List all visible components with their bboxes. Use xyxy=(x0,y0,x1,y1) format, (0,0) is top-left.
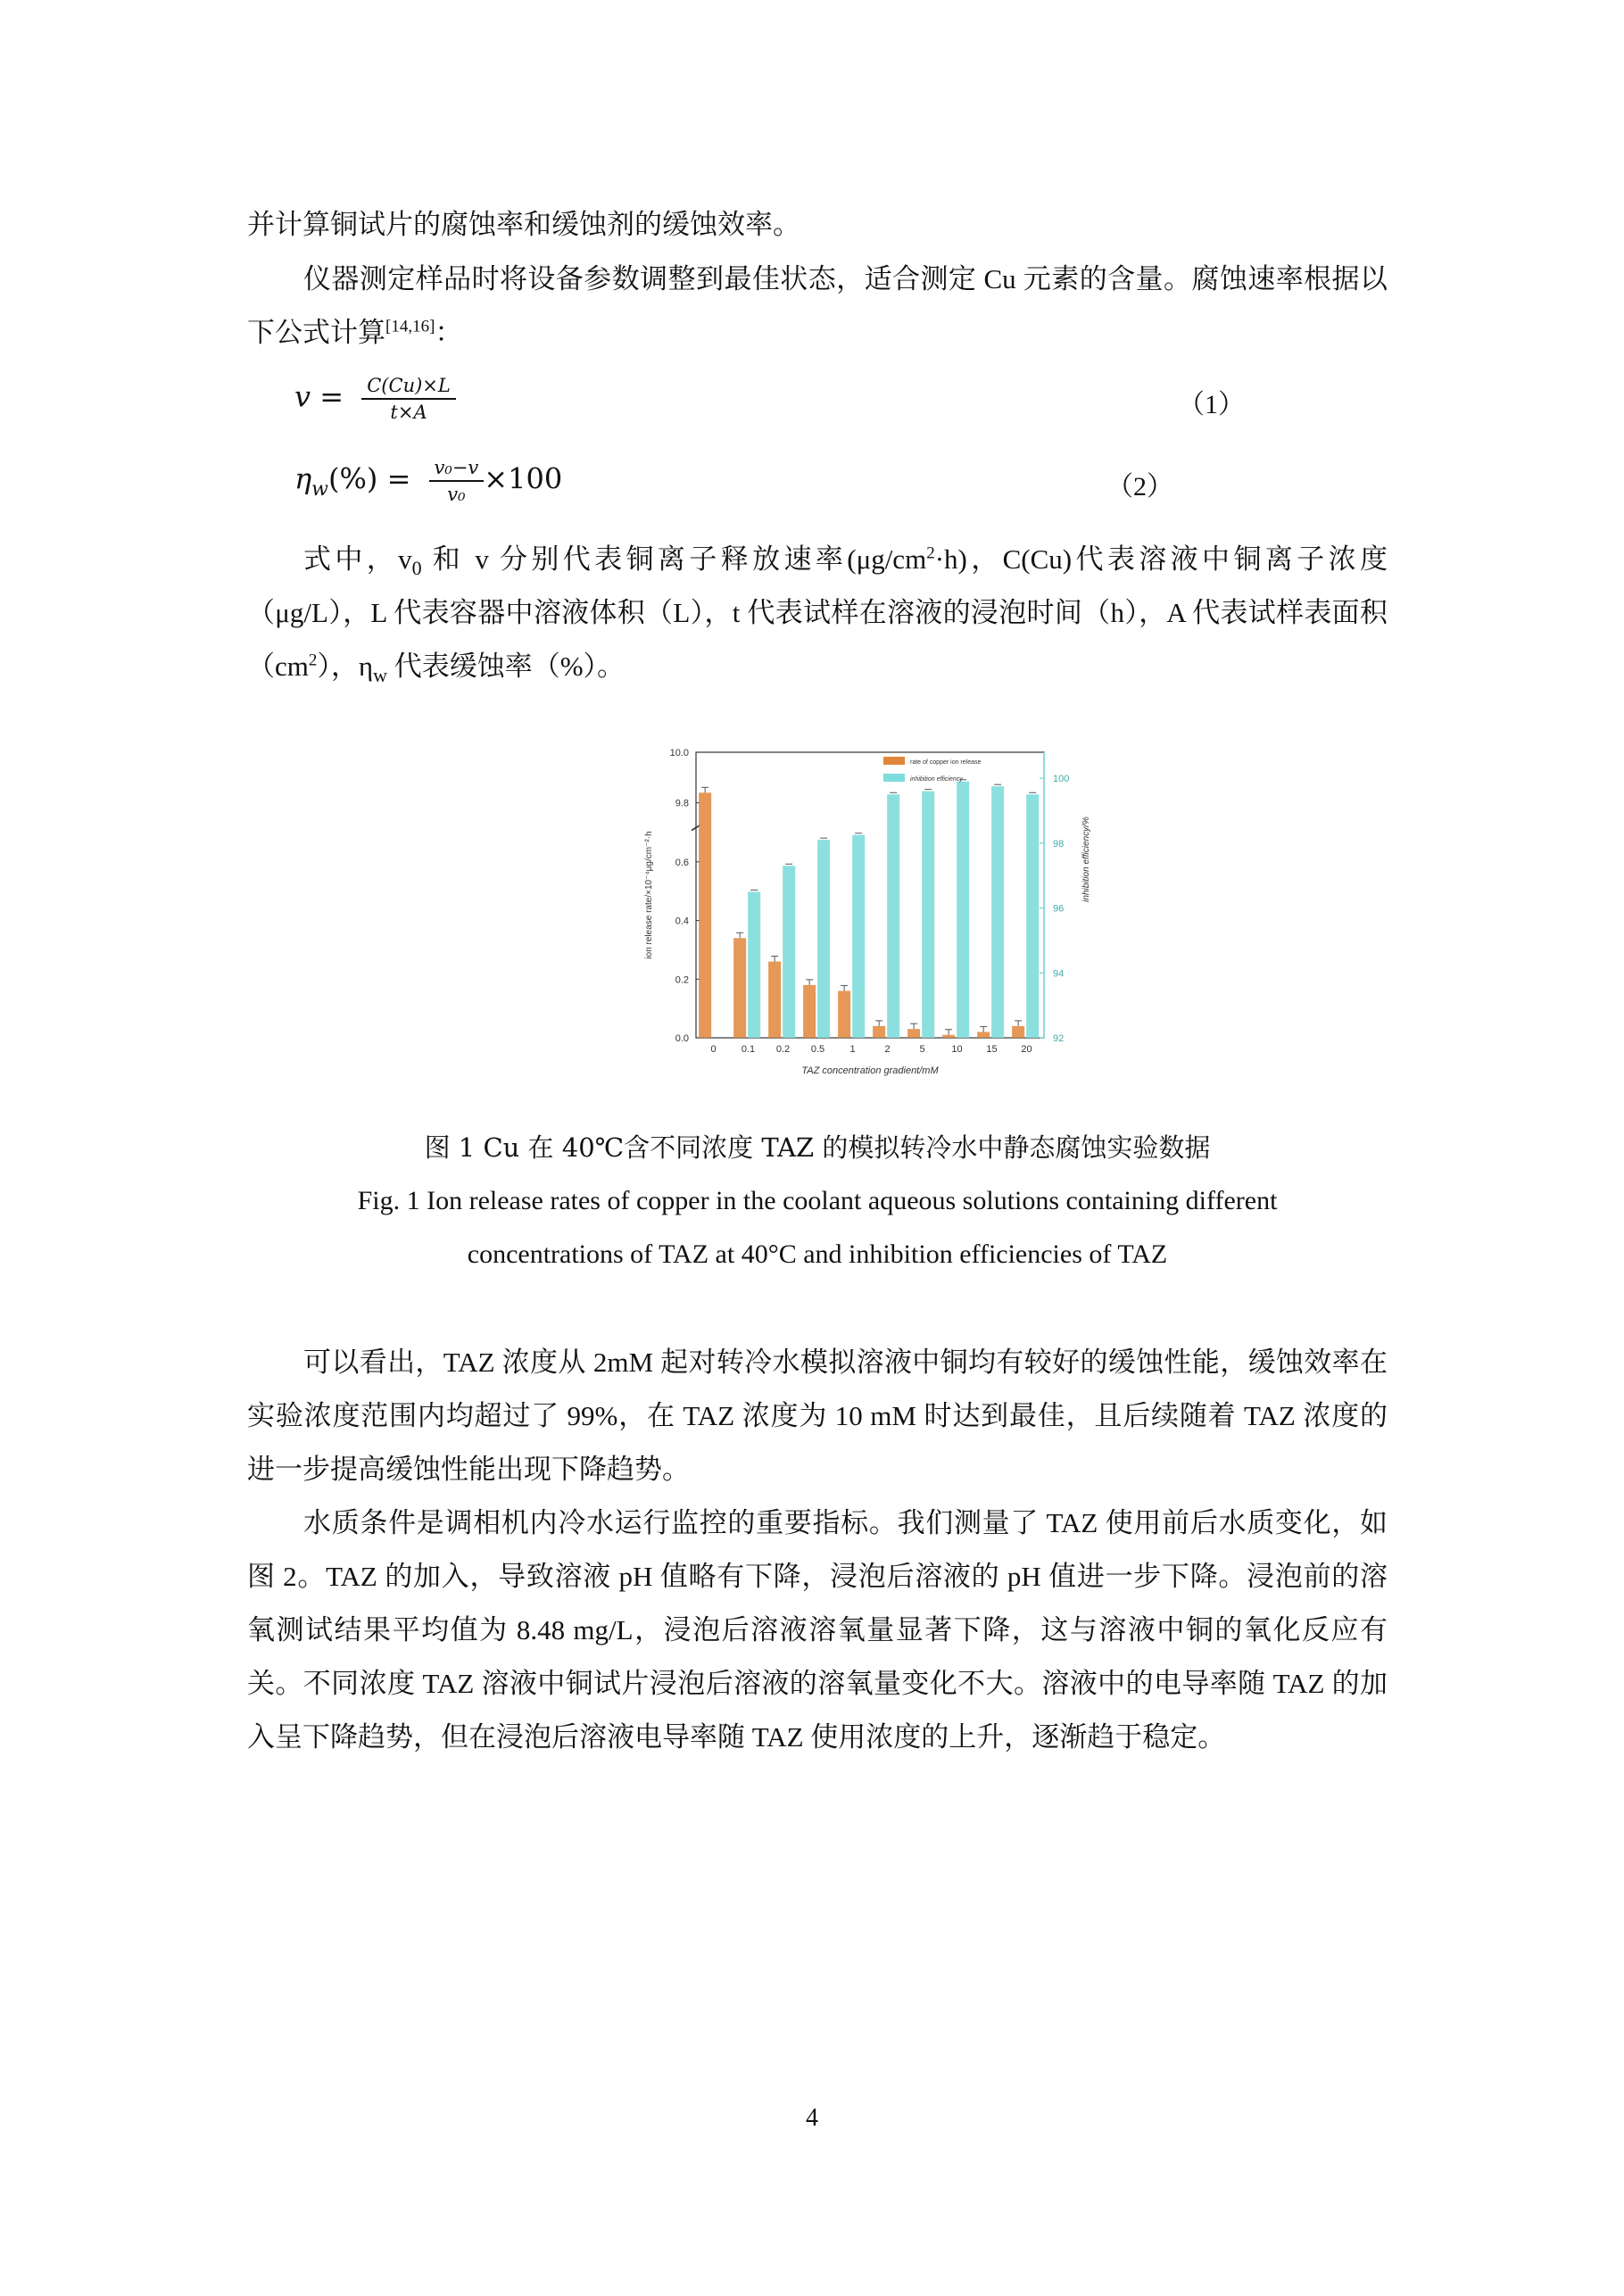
legend-label-ion-release: rate of copper ion release xyxy=(910,759,982,766)
paragraph-formula-intro: 仪器测定样品时将设备参数调整到最佳状态，适合测定 Cu 元素的含量。腐蚀速率根据以下公式计算[14,16]： xyxy=(247,263,1388,348)
bar-inhibition-efficiency xyxy=(922,792,934,1038)
bar-inhibition-efficiency xyxy=(1026,794,1039,1038)
x-tick-label: 10 xyxy=(951,1044,963,1055)
bar-inhibition-efficiency xyxy=(817,840,830,1038)
x-tick-label: 0.1 xyxy=(741,1044,756,1055)
x-tick-label: 2 xyxy=(884,1044,891,1055)
page-number: 4 xyxy=(806,2104,818,2132)
left-axis-tick-label: 0.4 xyxy=(675,916,689,927)
legend-swatch-ion-release xyxy=(883,757,905,765)
figure-1-chart xyxy=(625,743,1106,1082)
figure-caption-en-line1: Fig. 1 Ion release rates of copper in the coolant aqueous solutions containing different xyxy=(357,1186,1278,1215)
x-tick-label: 1 xyxy=(849,1044,856,1055)
equation-1-number: （1） xyxy=(1178,390,1245,419)
equation-2-number: （2） xyxy=(1106,472,1173,501)
equation-2: $\eta_w(\%)$ = $\frac{\text{v₀−v}}{\text{v₀}}$ ×100 xyxy=(294,457,563,505)
citation: [14,16] xyxy=(385,317,435,336)
left-axis-tick-label: 10.0 xyxy=(669,748,689,758)
x-tick-label: 5 xyxy=(919,1044,925,1055)
figure-caption-en-line2: concentrations of TAZ at 40°C and inhibition efficiencies of TAZ xyxy=(467,1239,1168,1269)
figure-caption-cn: 图 1 Cu 在 40℃含不同浓度 TAZ 的模拟转冷水中静态腐蚀实验数据 xyxy=(424,1132,1211,1163)
left-axis-tick-label: 0.6 xyxy=(675,857,689,868)
bar-ion-release xyxy=(803,985,816,1038)
right-axis-tick-label: 92 xyxy=(1053,1033,1065,1044)
paragraph-definitions: 式中，$v_0$ 和 v 分别代表铜离子释放速率$(\mu g/cm^2\cdot h)$，C(Cu)代表溶液中铜离子浓度（μg/L），L 代表容器中溶液体积（L），t 代表试样在溶液的浸泡时间（h），A 代表试样表面积$(cm^2)$，$\eta_w$ 代表缓蚀率（%）。 xyxy=(247,543,1388,687)
x-tick-label: 20 xyxy=(1021,1044,1032,1055)
x-tick-label: 15 xyxy=(986,1044,998,1055)
bar-inhibition-efficiency xyxy=(991,786,1004,1038)
bar-ion-release xyxy=(768,962,781,1038)
bar-ion-release xyxy=(838,991,850,1038)
bar-inhibition-efficiency xyxy=(783,866,795,1038)
bar-ion-release xyxy=(699,792,711,1038)
left-axis-title: ion release rate/×10⁻⁴μg/cm⁻²·h xyxy=(644,831,654,959)
bar-ion-release xyxy=(907,1029,920,1038)
left-axis-tick-label: 0.2 xyxy=(675,974,689,986)
x-axis-title: TAZ concentration gradient/mM xyxy=(801,1065,939,1076)
equation-1: v = $\frac{C(Cu)\times L}{t\times A}$ xyxy=(294,373,456,425)
bar-ion-release xyxy=(942,1035,955,1038)
bar-ion-release xyxy=(1012,1026,1024,1038)
legend-swatch-inhibition xyxy=(883,774,905,782)
x-tick-label: 0 xyxy=(710,1044,717,1055)
right-axis-tick-label: 96 xyxy=(1053,903,1065,915)
x-tick-label: 0.2 xyxy=(775,1044,791,1055)
right-axis-title: inhibition efficiency/% xyxy=(1081,816,1091,902)
right-axis-tick-label: 98 xyxy=(1053,838,1065,850)
bar-ion-release xyxy=(873,1026,885,1038)
paragraph-continued: 并计算铜试片的腐蚀率和缓蚀剂的缓蚀效率。 xyxy=(247,209,800,240)
x-tick-label: 0.5 xyxy=(810,1044,825,1055)
bar-ion-release xyxy=(733,938,746,1038)
paragraph-results: 可以看出，TAZ 浓度从 2mM 起对转冷水模拟溶液中铜均有较好的缓蚀性能，缓蚀效率在实验浓度范围内均超过了 99%，在 TAZ 浓度为 10 mM 时达到最佳，且后续随着 TAZ 浓度的进一步提高缓蚀性能出现下降趋势。 xyxy=(247,1347,1388,1485)
legend-label-inhibition: inhibition efficiency xyxy=(910,776,963,783)
left-axis-tick-label: 9.8 xyxy=(675,798,689,809)
bar-inhibition-efficiency xyxy=(887,794,899,1038)
bar-inhibition-efficiency xyxy=(748,891,760,1038)
left-axis-tick-label: 0.0 xyxy=(675,1033,689,1044)
paragraph-water-quality: 水质条件是调相机内冷水运行监控的重要指标。我们测量了 TAZ 使用前后水质变化，如图 2。TAZ 的加入，导致溶液 pH 值略有下降，浸泡后溶液的 pH 值进一步下降。浸泡前的溶氧测试结果平均值为 8.48 mg/L，浸泡后溶液溶氧量显著下降，这与溶液中铜的氧化反应有关。不同浓度 TAZ 溶液中铜试片浸泡后溶液的溶氧量变化不大。溶液中的电导率随 TAZ 的加入呈下降趋势，但在浸泡后溶液电导率随 TAZ 使用浓度的上升，逐渐趋于稳定。 xyxy=(247,1507,1388,1753)
right-axis-tick-label: 94 xyxy=(1053,968,1065,980)
bar-ion-release xyxy=(977,1032,990,1038)
right-axis-tick-label: 100 xyxy=(1053,774,1070,785)
bar-inhibition-efficiency xyxy=(852,835,865,1038)
bar-inhibition-efficiency xyxy=(957,782,969,1038)
